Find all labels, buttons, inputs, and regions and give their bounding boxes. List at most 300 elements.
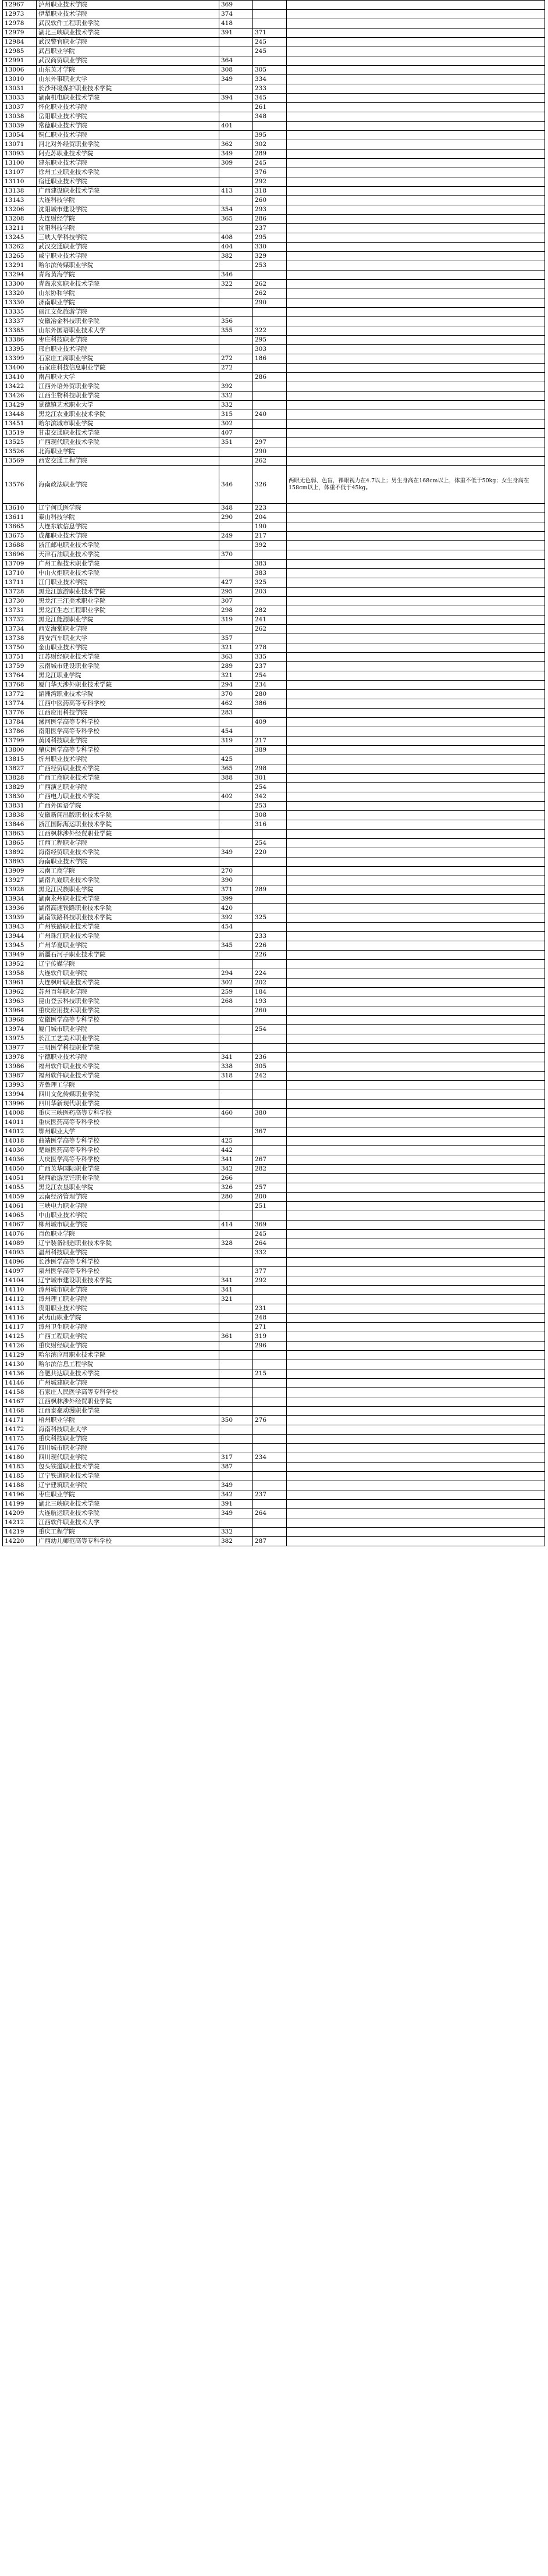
school-code-cell: 14129 bbox=[3, 1351, 37, 1360]
table-row bbox=[3, 1481, 545, 1490]
note-cell bbox=[287, 606, 545, 615]
score-cell-1 bbox=[219, 1518, 253, 1528]
score-cell-1: 392 bbox=[219, 913, 253, 923]
note-cell bbox=[287, 1286, 545, 1295]
table-row bbox=[3, 904, 545, 913]
score-cell-1 bbox=[219, 1100, 253, 1109]
score-cell-2 bbox=[253, 1500, 287, 1509]
note-cell bbox=[287, 1137, 545, 1146]
score-cell-1 bbox=[219, 336, 253, 345]
school-name-cell: 云南城市建设职业学院 bbox=[37, 662, 219, 671]
school-name-cell: 厦门城市职业学院 bbox=[37, 1025, 219, 1034]
score-cell-2 bbox=[253, 634, 287, 643]
table-row bbox=[3, 131, 545, 140]
school-name-cell: 云南工商学院 bbox=[37, 867, 219, 876]
score-cell-1 bbox=[219, 1425, 253, 1435]
score-cell-1: 413 bbox=[219, 187, 253, 196]
table-row bbox=[3, 1472, 545, 1481]
school-code-cell: 14012 bbox=[3, 1127, 37, 1137]
table-row bbox=[3, 727, 545, 736]
score-cell-2: 278 bbox=[253, 643, 287, 653]
score-cell-1: 370 bbox=[219, 550, 253, 560]
score-cell-1: 319 bbox=[219, 736, 253, 746]
school-name-cell: 甘肃交通职业技术学院 bbox=[37, 429, 219, 438]
school-name-cell: 大连科技学院 bbox=[37, 196, 219, 205]
score-cell-2 bbox=[253, 382, 287, 392]
score-cell-2 bbox=[253, 1472, 287, 1481]
school-code-cell: 13751 bbox=[3, 653, 37, 662]
note-cell bbox=[287, 960, 545, 969]
score-cell-2 bbox=[253, 1100, 287, 1109]
table-row bbox=[3, 66, 545, 75]
score-cell-1 bbox=[219, 858, 253, 867]
school-name-cell: 江西生物科技职业学院 bbox=[37, 392, 219, 401]
note-cell bbox=[287, 904, 545, 913]
note-cell bbox=[287, 447, 545, 457]
score-cell-2: 316 bbox=[253, 820, 287, 830]
school-name-cell: 苏州百年职业学院 bbox=[37, 988, 219, 997]
school-name-cell: 合肥共达职业技术学院 bbox=[37, 1369, 219, 1379]
school-code-cell: 13728 bbox=[3, 588, 37, 597]
score-cell-2: 253 bbox=[253, 261, 287, 271]
score-cell-2: 262 bbox=[253, 625, 287, 634]
note-cell bbox=[287, 215, 545, 224]
school-name-cell: 广西现代职业技术学院 bbox=[37, 438, 219, 447]
note-cell bbox=[287, 1006, 545, 1016]
school-name-cell: 石家庄科技信息职业学院 bbox=[37, 364, 219, 373]
table-row bbox=[3, 1109, 545, 1118]
admission-score-table bbox=[2, 0, 545, 1546]
note-cell bbox=[287, 243, 545, 252]
table-row bbox=[3, 1137, 545, 1146]
school-code-cell: 13799 bbox=[3, 736, 37, 746]
table-row bbox=[3, 913, 545, 923]
score-cell-2 bbox=[253, 709, 287, 718]
school-name-cell: 漳州理工职业学院 bbox=[37, 1295, 219, 1304]
school-code-cell: 13928 bbox=[3, 885, 37, 895]
score-cell-2: 204 bbox=[253, 513, 287, 522]
score-cell-1 bbox=[219, 1090, 253, 1100]
school-code-cell: 13774 bbox=[3, 699, 37, 709]
table-row bbox=[3, 1202, 545, 1211]
score-cell-1 bbox=[219, 811, 253, 820]
note-cell bbox=[287, 94, 545, 103]
score-cell-2: 380 bbox=[253, 1109, 287, 1118]
school-name-cell: 武汉交通职业学院 bbox=[37, 243, 219, 252]
note-cell bbox=[287, 75, 545, 84]
table-row bbox=[3, 177, 545, 187]
score-cell-2: 371 bbox=[253, 29, 287, 38]
table-row bbox=[3, 699, 545, 709]
school-code-cell: 12978 bbox=[3, 19, 37, 29]
table-row bbox=[3, 941, 545, 951]
school-name-cell: 黑龙江民族职业学院 bbox=[37, 885, 219, 895]
score-cell-2: 325 bbox=[253, 578, 287, 588]
school-code-cell: 13294 bbox=[3, 271, 37, 280]
score-cell-2: 220 bbox=[253, 848, 287, 858]
note-cell bbox=[287, 1481, 545, 1490]
score-cell-1: 387 bbox=[219, 1463, 253, 1472]
school-code-cell: 13675 bbox=[3, 532, 37, 541]
table-row bbox=[3, 19, 545, 29]
school-code-cell: 14176 bbox=[3, 1444, 37, 1453]
score-cell-1 bbox=[219, 1472, 253, 1481]
note-cell bbox=[287, 1314, 545, 1323]
school-name-cell: 西安交通工程学院 bbox=[37, 457, 219, 466]
note-cell bbox=[287, 820, 545, 830]
table-row bbox=[3, 1127, 545, 1137]
school-code-cell: 14130 bbox=[3, 1360, 37, 1369]
score-cell-1: 427 bbox=[219, 578, 253, 588]
school-name-cell: 山东外国语职业技术大学 bbox=[37, 326, 219, 336]
school-code-cell: 14168 bbox=[3, 1407, 37, 1416]
school-code-cell: 13037 bbox=[3, 103, 37, 112]
school-code-cell: 13262 bbox=[3, 243, 37, 252]
score-cell-1: 307 bbox=[219, 597, 253, 606]
table-row bbox=[3, 159, 545, 168]
school-name-cell: 哈尔滨传媒职业学院 bbox=[37, 261, 219, 271]
school-name-cell: 三明医学科技职业学院 bbox=[37, 1044, 219, 1053]
school-name-cell: 湖北三峡职业技术学院 bbox=[37, 29, 219, 38]
score-cell-1: 392 bbox=[219, 382, 253, 392]
table-row bbox=[3, 224, 545, 233]
table-row bbox=[3, 1463, 545, 1472]
school-code-cell: 13320 bbox=[3, 289, 37, 298]
score-cell-2: 242 bbox=[253, 1072, 287, 1081]
score-cell-2 bbox=[253, 1407, 287, 1416]
school-name-cell: 阿克苏职业技术学院 bbox=[37, 150, 219, 159]
school-name-cell: 南阳医学高等专科学校 bbox=[37, 727, 219, 736]
score-cell-2: 289 bbox=[253, 885, 287, 895]
note-cell bbox=[287, 941, 545, 951]
note-cell bbox=[287, 1360, 545, 1369]
table-row bbox=[3, 764, 545, 774]
school-name-cell: 武昌职业学院 bbox=[37, 47, 219, 56]
school-name-cell: 齐鲁理工学院 bbox=[37, 1081, 219, 1090]
table-row bbox=[3, 84, 545, 94]
note-cell bbox=[287, 792, 545, 802]
table-row bbox=[3, 271, 545, 280]
note-cell bbox=[287, 196, 545, 205]
table-row bbox=[3, 1165, 545, 1174]
score-cell-1: 355 bbox=[219, 326, 253, 336]
score-cell-2: 260 bbox=[253, 196, 287, 205]
school-code-cell: 13828 bbox=[3, 774, 37, 783]
school-name-cell: 忻州职业技术学院 bbox=[37, 755, 219, 764]
note-cell bbox=[287, 764, 545, 774]
score-cell-2 bbox=[253, 1044, 287, 1053]
school-name-cell: 重庆三峡医药高等专科学校 bbox=[37, 1109, 219, 1118]
school-code-cell: 14011 bbox=[3, 1118, 37, 1127]
score-cell-2: 184 bbox=[253, 988, 287, 997]
school-code-cell: 14096 bbox=[3, 1258, 37, 1267]
note-cell bbox=[287, 56, 545, 66]
score-cell-2: 217 bbox=[253, 736, 287, 746]
score-cell-1: 259 bbox=[219, 988, 253, 997]
table-row bbox=[3, 923, 545, 932]
school-name-cell: 厦门华天涉外职业技术学院 bbox=[37, 681, 219, 690]
school-name-cell: 广西电力职业技术学院 bbox=[37, 792, 219, 802]
score-cell-1: 341 bbox=[219, 1276, 253, 1286]
score-cell-2: 262 bbox=[253, 280, 287, 289]
table-row bbox=[3, 895, 545, 904]
table-row bbox=[3, 867, 545, 876]
school-code-cell: 13977 bbox=[3, 1044, 37, 1053]
score-cell-2: 226 bbox=[253, 941, 287, 951]
school-code-cell: 14097 bbox=[3, 1267, 37, 1276]
note-cell bbox=[287, 261, 545, 271]
school-name-cell: 长沙环境保护职业技术学院 bbox=[37, 84, 219, 94]
note-cell bbox=[287, 1509, 545, 1518]
school-code-cell: 13569 bbox=[3, 457, 37, 466]
table-row bbox=[3, 1453, 545, 1463]
score-cell-2: 367 bbox=[253, 1127, 287, 1137]
note-cell bbox=[287, 1379, 545, 1388]
note-cell bbox=[287, 382, 545, 392]
score-cell-1: 346 bbox=[219, 466, 253, 504]
school-name-cell: 武汉商贸职业学院 bbox=[37, 56, 219, 66]
score-cell-1: 272 bbox=[219, 364, 253, 373]
table-row bbox=[3, 289, 545, 298]
note-cell bbox=[287, 38, 545, 47]
table-row bbox=[3, 1407, 545, 1416]
note-cell bbox=[287, 1081, 545, 1090]
school-code-cell: 13934 bbox=[3, 895, 37, 904]
score-cell-2 bbox=[253, 1286, 287, 1295]
table-row bbox=[3, 326, 545, 336]
table-row bbox=[3, 252, 545, 261]
school-name-cell: 云南经济管理学院 bbox=[37, 1193, 219, 1202]
school-name-cell: 黑龙江三江美术职业学院 bbox=[37, 597, 219, 606]
score-cell-2: 295 bbox=[253, 233, 287, 243]
score-cell-1: 462 bbox=[219, 699, 253, 709]
school-code-cell: 13395 bbox=[3, 345, 37, 354]
table-row bbox=[3, 671, 545, 681]
school-name-cell: 泸州职业技术学院 bbox=[37, 1, 219, 10]
note-cell bbox=[287, 1053, 545, 1062]
table-row bbox=[3, 29, 545, 38]
school-name-cell: 哈尔滨应用职业技术学院 bbox=[37, 1351, 219, 1360]
school-code-cell: 14180 bbox=[3, 1453, 37, 1463]
score-cell-2 bbox=[253, 122, 287, 131]
score-cell-2 bbox=[253, 876, 287, 885]
score-cell-1: 328 bbox=[219, 1239, 253, 1248]
score-cell-2: 233 bbox=[253, 932, 287, 941]
note-cell bbox=[287, 690, 545, 699]
school-code-cell: 14116 bbox=[3, 1314, 37, 1323]
score-cell-1: 394 bbox=[219, 94, 253, 103]
score-cell-2 bbox=[253, 1090, 287, 1100]
school-code-cell: 13987 bbox=[3, 1072, 37, 1081]
note-cell bbox=[287, 988, 545, 997]
score-cell-1: 370 bbox=[219, 690, 253, 699]
school-name-cell: 江苏财经职业技术学院 bbox=[37, 653, 219, 662]
note-cell bbox=[287, 1118, 545, 1127]
school-name-cell: 丽江文化旅游学院 bbox=[37, 308, 219, 317]
note-cell bbox=[287, 1435, 545, 1444]
note-cell bbox=[287, 401, 545, 410]
school-name-cell: 广州铁路职业技术学院 bbox=[37, 923, 219, 932]
table-row bbox=[3, 1034, 545, 1044]
school-code-cell: 14018 bbox=[3, 1137, 37, 1146]
score-cell-1 bbox=[219, 560, 253, 569]
score-cell-2: 325 bbox=[253, 913, 287, 923]
school-code-cell: 14050 bbox=[3, 1165, 37, 1174]
school-name-cell: 广西建设职业技术学院 bbox=[37, 187, 219, 196]
score-cell-1 bbox=[219, 261, 253, 271]
school-code-cell: 13993 bbox=[3, 1081, 37, 1090]
school-code-cell: 13838 bbox=[3, 811, 37, 820]
score-cell-2: 245 bbox=[253, 1230, 287, 1239]
table-row bbox=[3, 1248, 545, 1258]
score-cell-2: 240 bbox=[253, 410, 287, 419]
table-row bbox=[3, 513, 545, 522]
score-cell-1: 354 bbox=[219, 205, 253, 215]
school-code-cell: 13265 bbox=[3, 252, 37, 261]
school-code-cell: 14175 bbox=[3, 1435, 37, 1444]
table-row bbox=[3, 1332, 545, 1342]
note-cell bbox=[287, 1062, 545, 1072]
school-name-cell: 沈阳城市建设学院 bbox=[37, 205, 219, 215]
score-cell-1: 349 bbox=[219, 848, 253, 858]
school-code-cell: 13033 bbox=[3, 94, 37, 103]
note-cell bbox=[287, 885, 545, 895]
table-row bbox=[3, 1258, 545, 1267]
note-cell bbox=[287, 66, 545, 75]
school-name-cell: 梧州职业学院 bbox=[37, 1416, 219, 1425]
note-cell bbox=[287, 373, 545, 382]
score-cell-2: 193 bbox=[253, 997, 287, 1006]
score-cell-2: 342 bbox=[253, 792, 287, 802]
school-code-cell: 14125 bbox=[3, 1332, 37, 1342]
school-code-cell: 14051 bbox=[3, 1174, 37, 1183]
school-code-cell: 13010 bbox=[3, 75, 37, 84]
school-code-cell: 13071 bbox=[3, 140, 37, 150]
school-name-cell: 四川文化传媒职业学院 bbox=[37, 1090, 219, 1100]
school-name-cell: 中山火炬职业技术学院 bbox=[37, 569, 219, 578]
table-row bbox=[3, 1397, 545, 1407]
note-cell bbox=[287, 410, 545, 419]
score-cell-1 bbox=[219, 522, 253, 532]
score-cell-1 bbox=[219, 224, 253, 233]
school-name-cell: 重庆医药高等专科学校 bbox=[37, 1118, 219, 1127]
school-name-cell: 温州科技职业学院 bbox=[37, 1248, 219, 1258]
score-cell-1: 342 bbox=[219, 1165, 253, 1174]
score-cell-2 bbox=[253, 904, 287, 913]
score-cell-2 bbox=[253, 1435, 287, 1444]
note-cell bbox=[287, 997, 545, 1006]
school-name-cell: 山东外事职业大学 bbox=[37, 75, 219, 84]
table-row bbox=[3, 94, 545, 103]
school-code-cell: 13768 bbox=[3, 681, 37, 690]
score-cell-1: 348 bbox=[219, 504, 253, 513]
school-name-cell: 山东协和学院 bbox=[37, 289, 219, 298]
school-code-cell: 13688 bbox=[3, 541, 37, 550]
score-cell-2 bbox=[253, 1137, 287, 1146]
score-cell-2 bbox=[253, 597, 287, 606]
note-cell bbox=[287, 168, 545, 177]
school-code-cell: 14113 bbox=[3, 1304, 37, 1314]
school-code-cell: 13206 bbox=[3, 205, 37, 215]
score-cell-1 bbox=[219, 1397, 253, 1407]
note-cell bbox=[287, 345, 545, 354]
table-row bbox=[3, 1425, 545, 1435]
score-cell-1: 408 bbox=[219, 233, 253, 243]
school-name-cell: 河北对外经贸职业学院 bbox=[37, 140, 219, 150]
score-cell-2: 395 bbox=[253, 131, 287, 140]
score-cell-2: 254 bbox=[253, 671, 287, 681]
score-cell-1: 399 bbox=[219, 895, 253, 904]
table-row bbox=[3, 690, 545, 699]
school-name-cell: 安徽冶金科技职业学院 bbox=[37, 317, 219, 326]
school-name-cell: 辽宁城市建设职业技术学院 bbox=[37, 1276, 219, 1286]
table-row bbox=[3, 38, 545, 47]
score-cell-1: 420 bbox=[219, 904, 253, 913]
score-cell-2: 202 bbox=[253, 979, 287, 988]
score-cell-2: 290 bbox=[253, 298, 287, 308]
note-cell bbox=[287, 1016, 545, 1025]
school-code-cell: 13611 bbox=[3, 513, 37, 522]
table-row bbox=[3, 709, 545, 718]
note-cell bbox=[287, 736, 545, 746]
score-cell-1: 294 bbox=[219, 969, 253, 979]
note-cell bbox=[287, 1109, 545, 1118]
school-name-cell: 广州珠江职业技术学院 bbox=[37, 932, 219, 941]
table-row bbox=[3, 75, 545, 84]
school-name-cell: 黑龙江农垦职业学院 bbox=[37, 1183, 219, 1193]
school-name-cell: 福州软件职业技术学院 bbox=[37, 1062, 219, 1072]
note-cell bbox=[287, 662, 545, 671]
table-row bbox=[3, 1006, 545, 1016]
score-cell-1: 308 bbox=[219, 66, 253, 75]
school-code-cell: 14188 bbox=[3, 1481, 37, 1490]
school-code-cell: 13772 bbox=[3, 690, 37, 699]
score-cell-2: 224 bbox=[253, 969, 287, 979]
school-code-cell: 14093 bbox=[3, 1248, 37, 1258]
school-code-cell: 13665 bbox=[3, 522, 37, 532]
school-code-cell: 13519 bbox=[3, 429, 37, 438]
school-name-cell: 楚雄医药高等专科学校 bbox=[37, 1146, 219, 1155]
score-cell-1 bbox=[219, 1034, 253, 1044]
score-cell-1 bbox=[219, 289, 253, 298]
score-cell-2 bbox=[253, 867, 287, 876]
score-cell-1: 351 bbox=[219, 438, 253, 447]
school-code-cell: 13709 bbox=[3, 560, 37, 569]
score-cell-1 bbox=[219, 1081, 253, 1090]
school-code-cell: 12967 bbox=[3, 1, 37, 10]
table-row bbox=[3, 150, 545, 159]
school-code-cell: 13335 bbox=[3, 308, 37, 317]
note-cell bbox=[287, 317, 545, 326]
note-cell bbox=[287, 252, 545, 261]
school-name-cell: 海南职业技术学院 bbox=[37, 858, 219, 867]
score-cell-1: 268 bbox=[219, 997, 253, 1006]
note-cell bbox=[287, 578, 545, 588]
table-row bbox=[3, 10, 545, 19]
table-row bbox=[3, 820, 545, 830]
school-name-cell: 浙江邮电职业技术学院 bbox=[37, 541, 219, 550]
note-cell bbox=[287, 47, 545, 56]
score-cell-1: 460 bbox=[219, 1109, 253, 1118]
note-cell bbox=[287, 131, 545, 140]
school-name-cell: 南昌职业大学 bbox=[37, 373, 219, 382]
score-cell-2: 290 bbox=[253, 447, 287, 457]
school-name-cell: 武夷山职业学院 bbox=[37, 1314, 219, 1323]
school-code-cell: 13962 bbox=[3, 988, 37, 997]
score-cell-2 bbox=[253, 1351, 287, 1360]
table-row bbox=[3, 233, 545, 243]
note-cell bbox=[287, 718, 545, 727]
